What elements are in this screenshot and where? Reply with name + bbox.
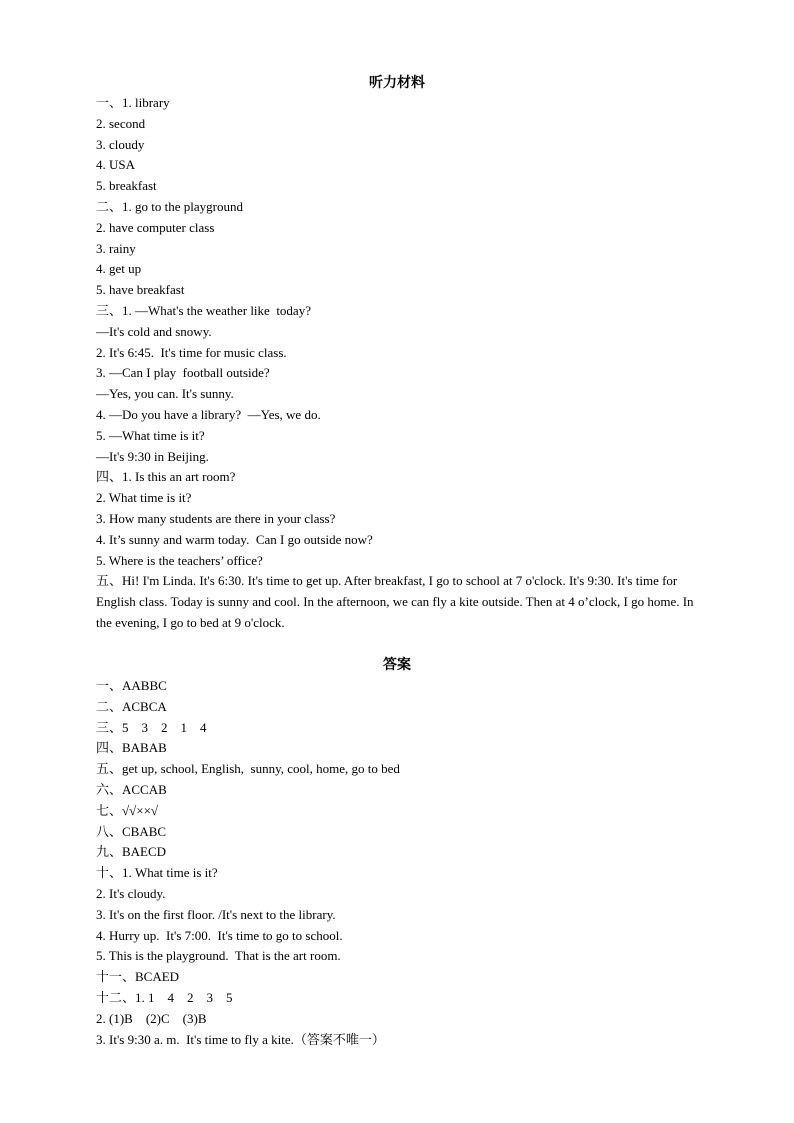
listening-line: 4. USA xyxy=(96,157,136,173)
answer-line: 九、BAECD xyxy=(96,844,167,860)
listening-line: 二、1. go to the playground xyxy=(96,198,243,214)
listening-section xyxy=(96,93,706,634)
listening-line: 3. —Can I play football outside? xyxy=(96,365,270,381)
listening-line: 一、1. library xyxy=(96,95,170,110)
listening-line: —It's 9:30 in Beijing. xyxy=(96,448,209,464)
answer-line: 十、1. What time is it? xyxy=(96,865,218,881)
listening-line: 2. second xyxy=(96,115,146,131)
answer-line: 十一、BCAED xyxy=(96,969,180,985)
listening-line: 4. get up xyxy=(96,261,142,277)
listening-line: 4. —Do you have a library? —Yes, we do. xyxy=(96,406,321,422)
answer-line: 七、√√××√ xyxy=(96,802,159,818)
answer-line: 一、AABBC xyxy=(96,678,167,693)
listening-line: 5. —What time is it? xyxy=(96,427,205,443)
listening-line: 3. cloudy xyxy=(96,136,145,152)
answer-line: 三、5 3 2 1 4 xyxy=(96,719,207,735)
listening-line: 5. breakfast xyxy=(96,178,157,194)
answer-line: 八、CBABC xyxy=(96,823,167,839)
answer-line: 四、BABAB xyxy=(96,740,167,756)
answer-line: 五、get up, school, English, sunny, cool, home, go to bed xyxy=(96,761,400,777)
listening-line: 3. rainy xyxy=(96,240,136,256)
answer-line: 3. It's on the first floor. /It's next to the library. xyxy=(96,906,336,922)
answer-line: 十二、1. 1 4 2 3 5 xyxy=(96,989,233,1005)
answers-section xyxy=(96,676,706,1050)
answer-line: 二、ACBCA xyxy=(96,698,167,714)
listening-line: 5. Where is the teachers’ office? xyxy=(96,552,263,568)
listening-line: —Yes, you can. It's sunny. xyxy=(96,386,234,402)
listening-line: 3. How many students are there in your class? xyxy=(96,510,336,526)
listening-line: 5. have breakfast xyxy=(96,282,185,298)
listening-line: —It's cold and snowy. xyxy=(96,323,212,339)
listening-line: 2. have computer class xyxy=(96,219,215,235)
listening-line: 三、1. —What's the weather like today? xyxy=(96,302,311,318)
listening-line: 2. What time is it? xyxy=(96,490,192,506)
listening-title: 听力材料 xyxy=(369,75,425,91)
answer-line: 六、ACCAB xyxy=(96,781,167,797)
answer-line: 3. It's 9:30 a. m. It's time to fly a kite.（答案不唯一） xyxy=(96,1031,385,1047)
answer-line: 2. It's cloudy. xyxy=(96,885,166,901)
answer-line: 4. Hurry up. It's 7:00. It's time to go to school. xyxy=(96,927,343,943)
listening-passage: 五、Hi! I'm Linda. It's 6:30. It's time to get up. After breakfast, I go to school at 7 o'clock. It's 9:30. It's time for English class. Today is sunny and cool. In the afternoon, we can fly a kite outside. Then at 4 o’clock, I go home. In the evening, I go to bed at 9 o'clock. xyxy=(96,573,694,630)
answer-line: 2. (1)B (2)C (3)B xyxy=(96,1010,207,1026)
listening-line: 四、1. Is this an art room? xyxy=(96,469,236,485)
listening-line: 4. It’s sunny and warm today. Can I go outside now? xyxy=(96,531,373,547)
answer-line: 5. This is the playground. That is the art room. xyxy=(96,948,341,964)
answers-title: 答案 xyxy=(383,657,411,673)
listening-line: 2. It's 6:45. It's time for music class. xyxy=(96,344,287,360)
